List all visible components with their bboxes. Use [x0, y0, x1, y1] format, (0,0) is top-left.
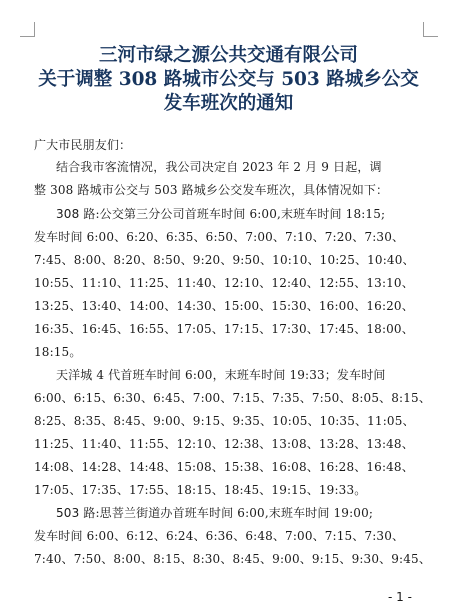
title-line-1: 三河市绿之源公共交通有限公司	[98, 45, 358, 66]
tianyang-line-4: 11:25、11:40、11:55、12:10、12:38、13:08、13:28、13:48、	[34, 437, 414, 451]
crop-mark-top-left	[20, 22, 35, 37]
route-308-line-5: 13:25、13:40、14:00、14:30、15:00、15:30、16:00、16:20、	[34, 299, 414, 313]
tianyang-line-6: 17:05、17:35、17:55、18:15、18:45、19:15、19:33。	[34, 483, 367, 497]
route-308-line-4: 10:55、11:10、11:25、11:40、12:10、12:40、12:55、13:10、	[34, 276, 414, 290]
route-308-line-3: 7:45、8:00、8:20、8:50、9:20、9:50、10:10、10:25、10:40、	[34, 253, 415, 267]
tianyang-line-5: 14:08、14:28、14:48、15:08、15:38、16:08、16:28、16:48、	[34, 460, 414, 474]
route-308-line-7: 18:15。	[34, 345, 82, 359]
tianyang-line-1: 天洋城 4 代首班车时间 6:00，末班车时间 19:33；发车时间	[56, 368, 386, 382]
intro-line-2: 整 308 路城市公交与 503 路城乡公交发车班次，具体情况如下：	[34, 183, 389, 197]
route-308-label: 308 路	[56, 207, 96, 221]
title-line-2: 关于调整 308 路城市公交与 503 路城乡公交	[38, 69, 419, 90]
route-503-first-last: :思菩兰街道办首班车时间 6:00,末班车时间 19:00;	[95, 506, 374, 520]
route-503-line-2: 发车时间 6:00、6:12、6:24、6:36、6:48、7:00、7:15、7:30、	[34, 529, 405, 543]
route-308-line-6: 16:35、16:45、16:55、17:05、17:15、17:30、17:45、18:00、	[34, 322, 414, 336]
tianyang-line-2: 6:00、6:15、6:30、6:45、7:00、7:15、7:35、7:50、8:05、8:15、	[34, 391, 431, 405]
route-503-line-1	[56, 503, 446, 523]
page-number: - 1 -	[388, 590, 412, 604]
route-503-label: 503 路	[56, 506, 96, 520]
tianyang-line-3: 8:25、8:35、8:45、9:00、9:15、9:35、10:05、10:35、11:05、	[34, 414, 415, 428]
route-308-line-2: 发车时间 6:00、6:20、6:35、6:50、7:00、7:10、7:20、7:30、	[34, 230, 405, 244]
salutation: 广大市民朋友们：	[34, 138, 132, 152]
route-503-line-3: 7:40、7:50、8:00、8:15、8:30、8:45、9:00、9:15、9:30、9:45、	[34, 552, 431, 566]
crop-mark-top-right	[423, 22, 438, 37]
route-308-line-1	[56, 204, 446, 224]
title-line-3: 发车班次的通知	[163, 93, 294, 114]
route-308-first-last: :公交第三分公司首班车时间 6:00,末班车时间 18:15;	[95, 207, 386, 221]
intro-line-1: 结合我市客流情况，我公司决定自 2023 年 2 月 9 日起，调	[56, 160, 382, 174]
